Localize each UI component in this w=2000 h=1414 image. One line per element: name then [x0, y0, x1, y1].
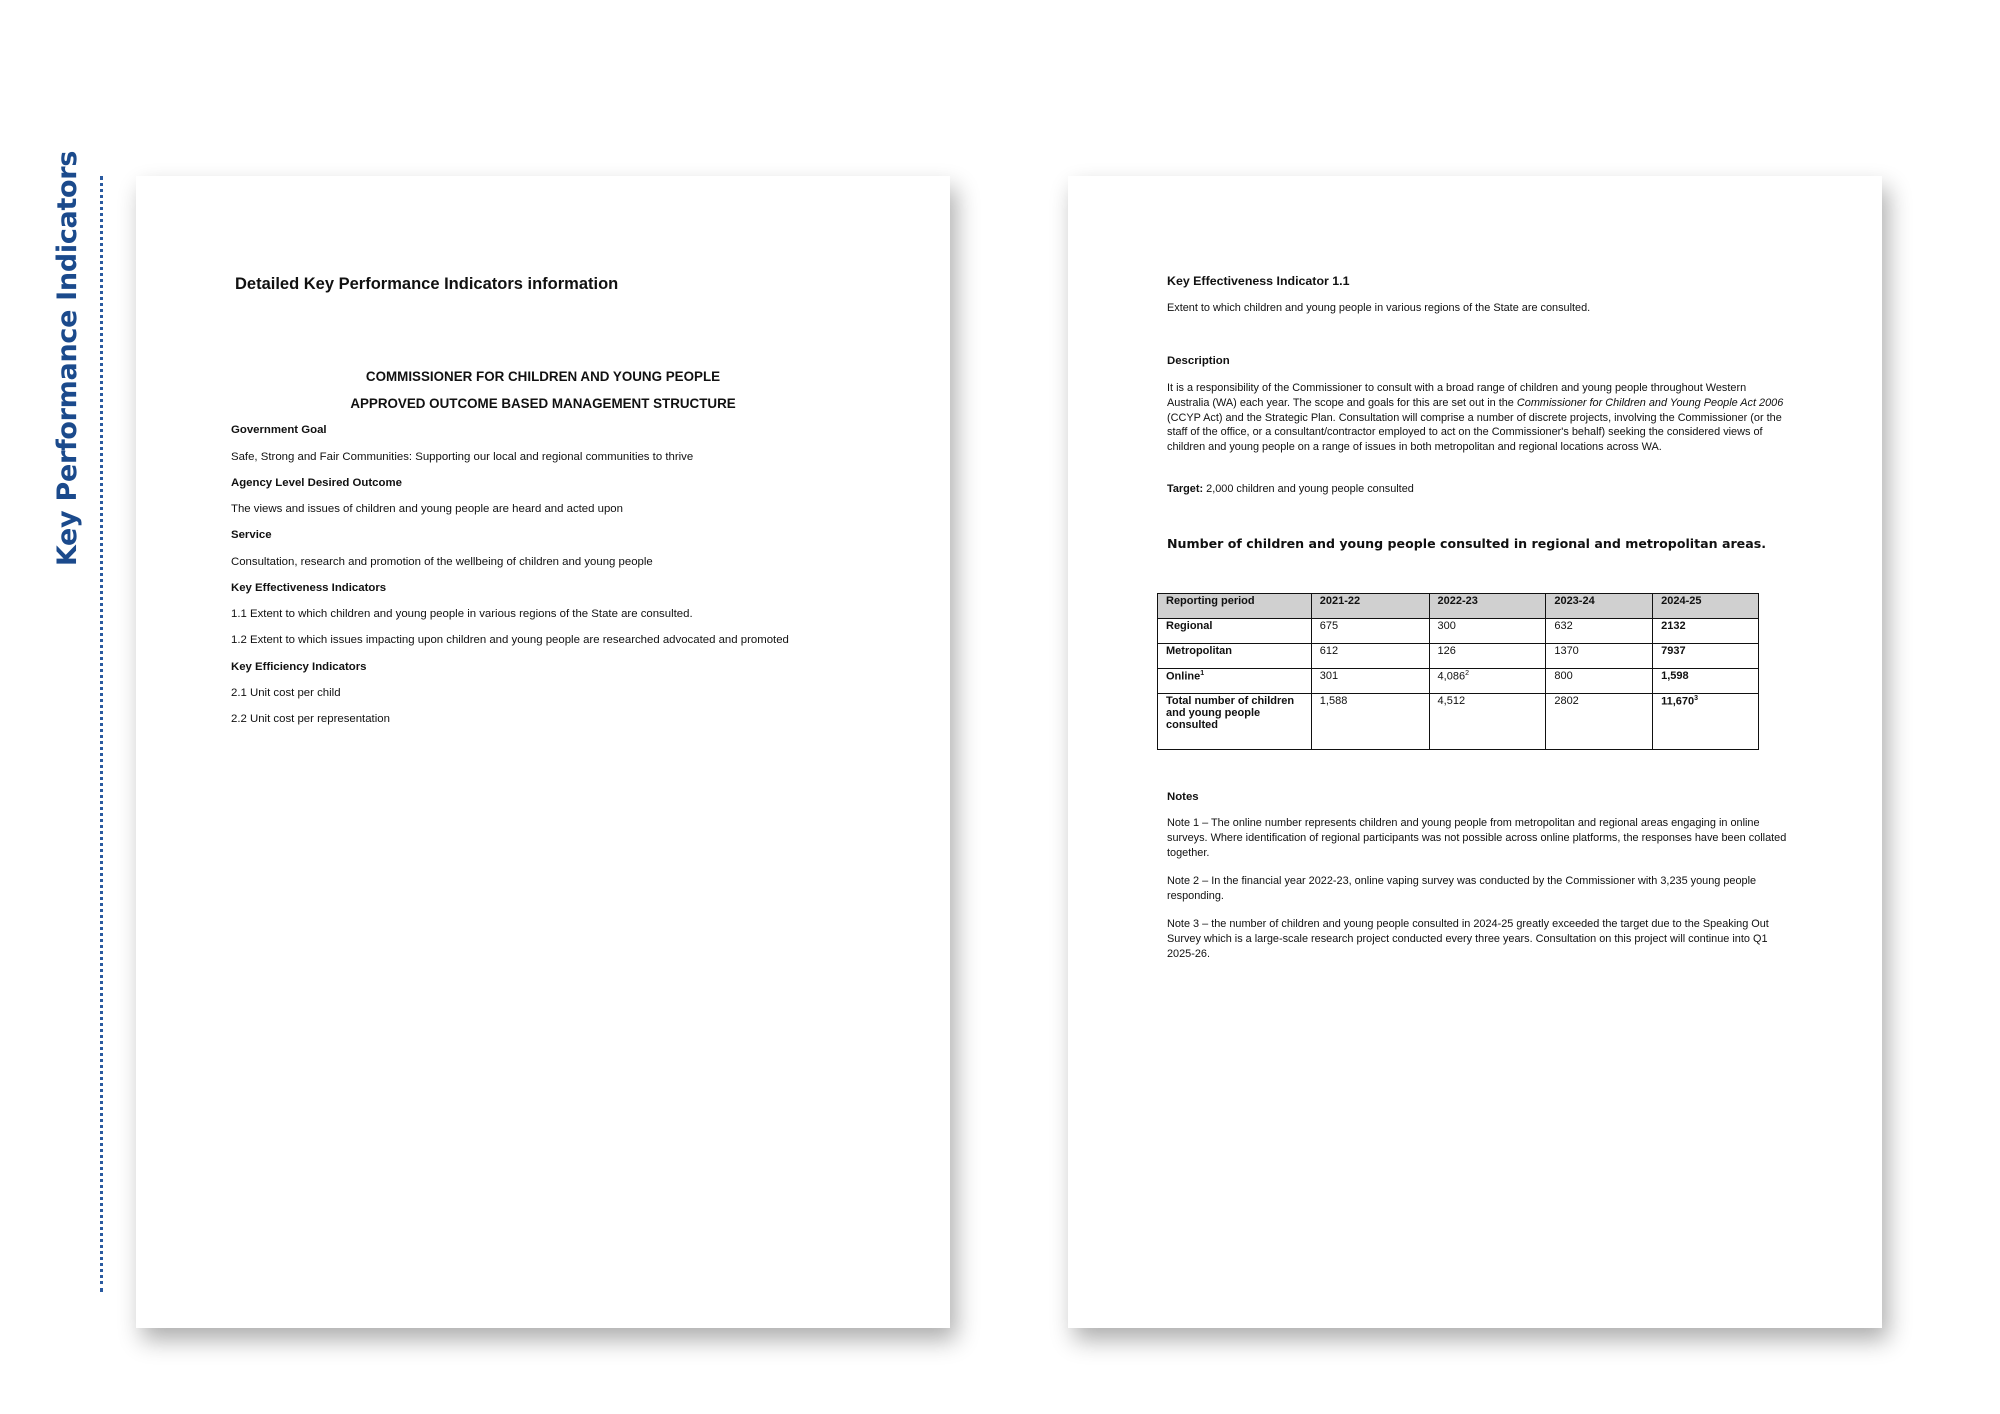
- table-row-label: [1158, 669, 1312, 694]
- notes-label: Notes: [1167, 791, 1199, 803]
- org-title: COMMISSIONER FOR CHILDREN AND YOUNG PEOPLE: [365, 369, 721, 384]
- side-section-title: [48, 150, 88, 567]
- table-cell: 4,512: [1429, 694, 1546, 750]
- table-cell: 7937: [1653, 644, 1759, 669]
- table-title: Number of children and young people consulted in regional and metropolitan areas.: [1167, 536, 1766, 551]
- table-cell: 2802: [1546, 694, 1653, 750]
- table-cell: 675: [1311, 619, 1429, 644]
- table-cell: 301: [1311, 669, 1429, 694]
- outcome-text: The views and issues of children and young people are heard and acted upon: [231, 503, 623, 515]
- gov-goal-text: Safe, Strong and Fair Communities: Supporting our local and regional communities to thrive: [231, 451, 694, 463]
- table-header-cell: 2023-24: [1546, 594, 1653, 619]
- table-header-cell: 2024-25: [1653, 594, 1759, 619]
- table-cell: 612: [1311, 644, 1429, 669]
- table-header-cell: 2022-23: [1429, 594, 1546, 619]
- page-heading: Detailed Key Performance Indicators information: [235, 275, 619, 293]
- kei-label: Key Effectiveness Indicators: [231, 582, 387, 594]
- table-cell: 1,598: [1653, 669, 1759, 694]
- table-cell: 1370: [1546, 644, 1653, 669]
- description-act-title: Commissioner for Children and Young People Act 2006: [1516, 396, 1784, 409]
- table-cell: 1,588: [1311, 694, 1429, 750]
- table-cell: 300: [1429, 619, 1546, 644]
- table-cell-value: 4,086: [1437, 670, 1466, 683]
- table-row-online: [1158, 669, 1759, 694]
- structure-title: APPROVED OUTCOME BASED MANAGEMENT STRUCTURE: [350, 396, 736, 411]
- note-1: Note 1 – The online number represents children and young people from metropolitan and regional areas engaging in online surveys. Where identification of regional participants was not possible across online platforms, the responses have been collated together.: [1167, 817, 1787, 859]
- side-section-title-text: Key Performance Indicators: [52, 150, 84, 567]
- note-3: Note 3 – the number of children and young people consulted in 2024-25 greatly exceeded the target due to the Speaking Out Survey which is a large-scale research project conducted every three years. Consultation on this project will continue into Q1 2025-26.: [1167, 918, 1769, 960]
- table-cell-value: 11,670: [1661, 695, 1695, 708]
- footnote-marker: 2: [1465, 670, 1469, 677]
- table-row-regional: [1158, 619, 1759, 644]
- table-header-cell: 2021-22: [1311, 594, 1429, 619]
- left-page: [136, 176, 950, 1328]
- table-header-row: [1158, 594, 1759, 619]
- service-text: Consultation, research and promotion of the wellbeing of children and young people: [231, 556, 653, 568]
- indicator-heading: Key Effectiveness Indicator 1.1: [1167, 274, 1350, 288]
- kei-item-1: 1.1 Extent to which children and young people in various regions of the State are consulted.: [231, 608, 693, 620]
- table-row-metropolitan: [1158, 644, 1759, 669]
- service-label: Service: [231, 529, 272, 541]
- table-cell: [1653, 694, 1759, 750]
- gov-goal-label: Government Goal: [231, 424, 327, 436]
- table-cell: 2132: [1653, 619, 1759, 644]
- table-cell: [1429, 669, 1546, 694]
- footnote-marker: 3: [1694, 695, 1699, 702]
- table-cell: 632: [1546, 619, 1653, 644]
- consultation-table: [1157, 593, 1759, 750]
- table-row-total: [1158, 694, 1759, 750]
- kefi-item-1: 2.1 Unit cost per child: [231, 687, 341, 699]
- target-text: 2,000 children and young people consulted: [1203, 483, 1414, 495]
- note-2: Note 2 – In the financial year 2022-23, online vaping survey was conducted by the Commissioner with 3,235 young people responding.: [1167, 875, 1757, 902]
- footnote-marker: 1: [1200, 670, 1205, 677]
- table-cell: 800: [1546, 669, 1653, 694]
- description-part-2: (CCYP Act) and the Strategic Plan. Consultation will comprise a number of discrete projects, involving the Commissioner (or the staff of the office, or a consultant/contractor employed to act on the Commissioner's behalf) seeking the considered views of children and young people on a range of issues in both metropolitan and regional locations across WA.: [1167, 411, 1782, 454]
- table-cell: 126: [1429, 644, 1546, 669]
- kefi-item-2: 2.2 Unit cost per representation: [231, 713, 390, 725]
- table-row-label: Total number of children and young people consulted: [1158, 694, 1312, 750]
- dotted-divider: [100, 176, 103, 1292]
- table-header-cell: Reporting period: [1158, 594, 1312, 619]
- table-row-label: Regional: [1158, 619, 1312, 644]
- table-row-label: Metropolitan: [1158, 644, 1312, 669]
- description-label: Description: [1167, 355, 1230, 367]
- table-row-label-text: Online: [1166, 670, 1201, 683]
- target-label: Target:: [1167, 483, 1204, 495]
- indicator-text: Extent to which children and young people in various regions of the State are consulted.: [1167, 302, 1591, 314]
- target-line: [1167, 482, 1787, 497]
- kei-item-2: 1.2 Extent to which issues impacting upon children and young people are researched advocated and promoted: [231, 634, 789, 646]
- description-text: [1167, 381, 1787, 455]
- description-part-1: It is a responsibility of the Commissioner to consult with a broad range of children and young people throughout Western Australia (WA) each year. The scope and goals for this are set out in the: [1167, 382, 1747, 409]
- outcome-label: Agency Level Desired Outcome: [231, 477, 402, 489]
- kefi-label: Key Efficiency Indicators: [231, 661, 367, 673]
- right-page: [1068, 176, 1882, 1328]
